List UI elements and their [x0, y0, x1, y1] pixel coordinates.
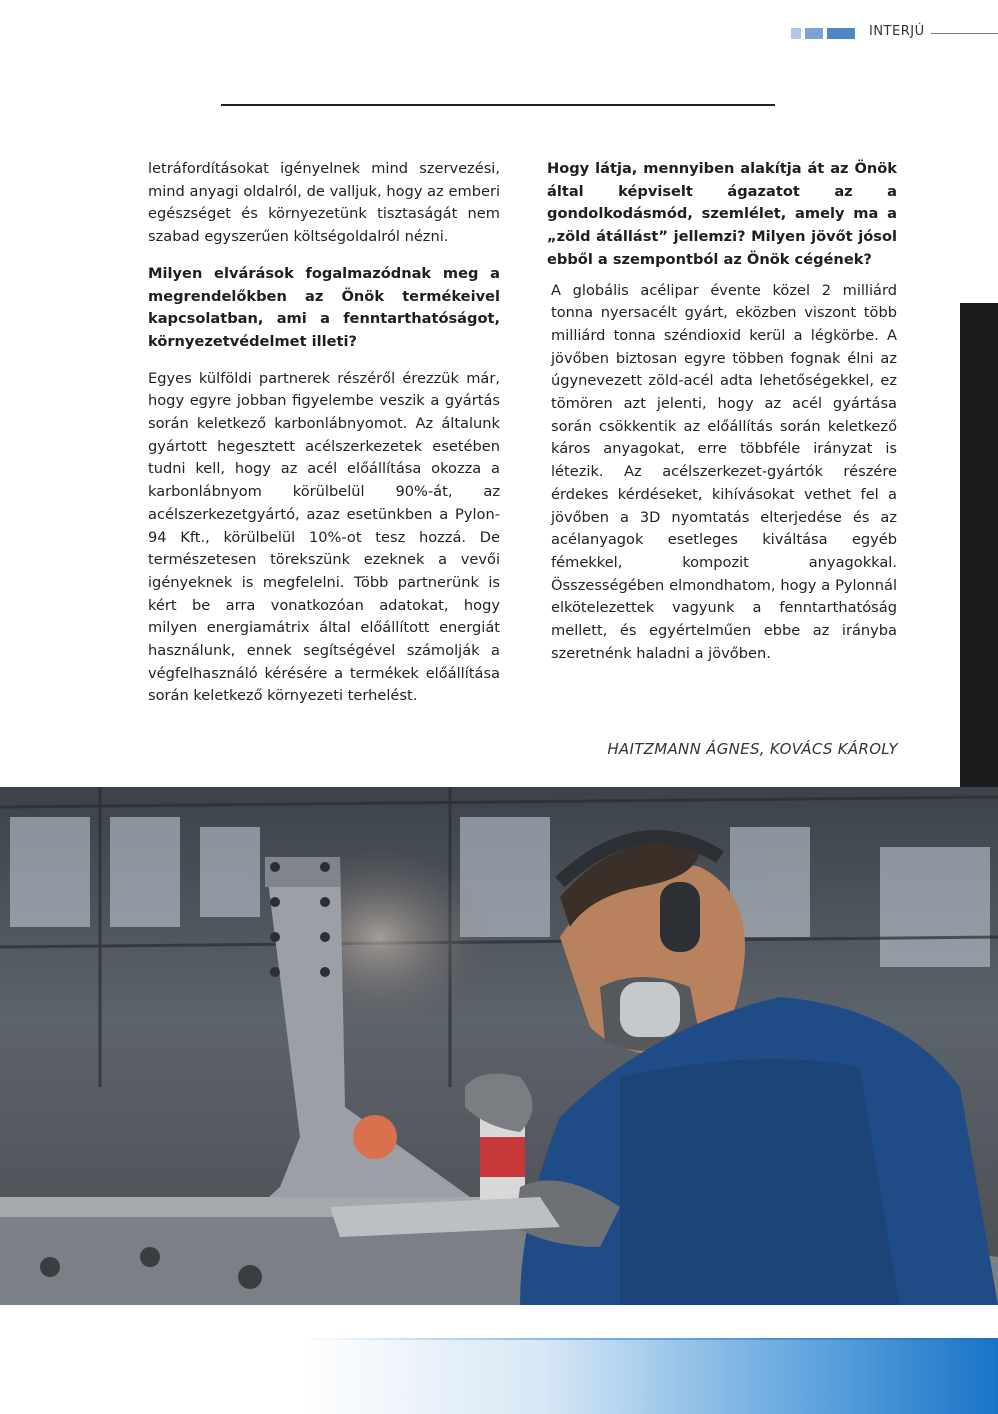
interview-answer: Egyes külföldi partnerek részéről érezzük már, hogy egyre jobban figyelembe veszik a gyártás során keletkező karbonlábnyomot. Az általunk gyártott hegesztett acélszerkezetek esetében tudni kell, hogy az acél előállítása okozza a karbonlábnyom körülbelül 90%-át, az acélszerkezetgyártó, azaz esetünkben a Pylon-94 Kft., körülbelül 10%-ot tesz hozzá. De természetesen törekszünk ezeknek a vevői igényeknek is megfelelni. Több partnerünk is kért be arra vonatkozóan adatokat, hogy milyen energiamátrix által előállított energiát használunk, ennek segítségével számolják a végfelhasználó kérésére a termékek előállítása során keletkező környezeti terhelést.	[148, 369, 500, 705]
header-square-large	[827, 28, 855, 39]
intro-paragraph: letráfordításokat igényelnek mind szervezési, mind anyagi oldalról, de valljuk, hogy az emberi egészséget és környezetünk tisztaságát nem szabad egyszerűen költségoldalról nézni.	[148, 160, 500, 246]
header-square-medium	[805, 28, 823, 39]
top-divider	[221, 104, 775, 106]
left-column	[148, 158, 500, 708]
interview-answer: A globális acélipar évente közel 2 milliárd tonna nyersacélt gyárt, eközben viszont több milliárd tonna széndioxid kerül a légkörbe. A jövőben biztosan egyre többen fognak élni az úgynevezett zöld-acél adta lehetőségekkel, ez tömören azt jelenti, hogy az acél gyártása során csökkentik az előállítás során keletkező káros anyagokat, erre többféle irányzat is létezik. Az acélszerkezet-gyártók részére érdekes kérdéseket, kihívásokat vethet fel a jövőben a 3D nyomtatás elterjedése és az acélanyagok esetleges kiváltása egyéb fémekkel, kompozit anyagokkal. Összességében elmondhatom, hogy a Pylonnál elkötelezettek vagyunk a fenntarthatóság mellett, és egyértelműen ebbe az irányba szeretnénk haladni a jövőben.	[551, 281, 897, 662]
welder-worker-icon	[0, 787, 998, 1305]
header-square-small	[791, 28, 801, 39]
header-rule	[931, 33, 998, 34]
welder-photo	[0, 787, 998, 1305]
right-column	[547, 158, 897, 665]
interview-question: Hogy látja, mennyiben alakítja át az Önök által képviselt ágazatot az a gondolkodásmód, szemlélet, amely ma a „zöld átállást” jellemzi? Milyen jövőt jósol ebből a szempontból az Önök cégének?	[547, 160, 897, 268]
bottom-gradient-band	[300, 1340, 998, 1414]
author-signature: HAITZMANN ÁGNES, KOVÁCS KÁROLY	[607, 740, 898, 758]
section-label: INTERJÚ	[869, 24, 925, 39]
interview-question: Milyen elvárások fogalmazódnak meg a megrendelőkben az Önök termékeivel kapcsolatban, ami a fenntarthatóságot, környezetvédelmet illeti?	[148, 264, 500, 350]
